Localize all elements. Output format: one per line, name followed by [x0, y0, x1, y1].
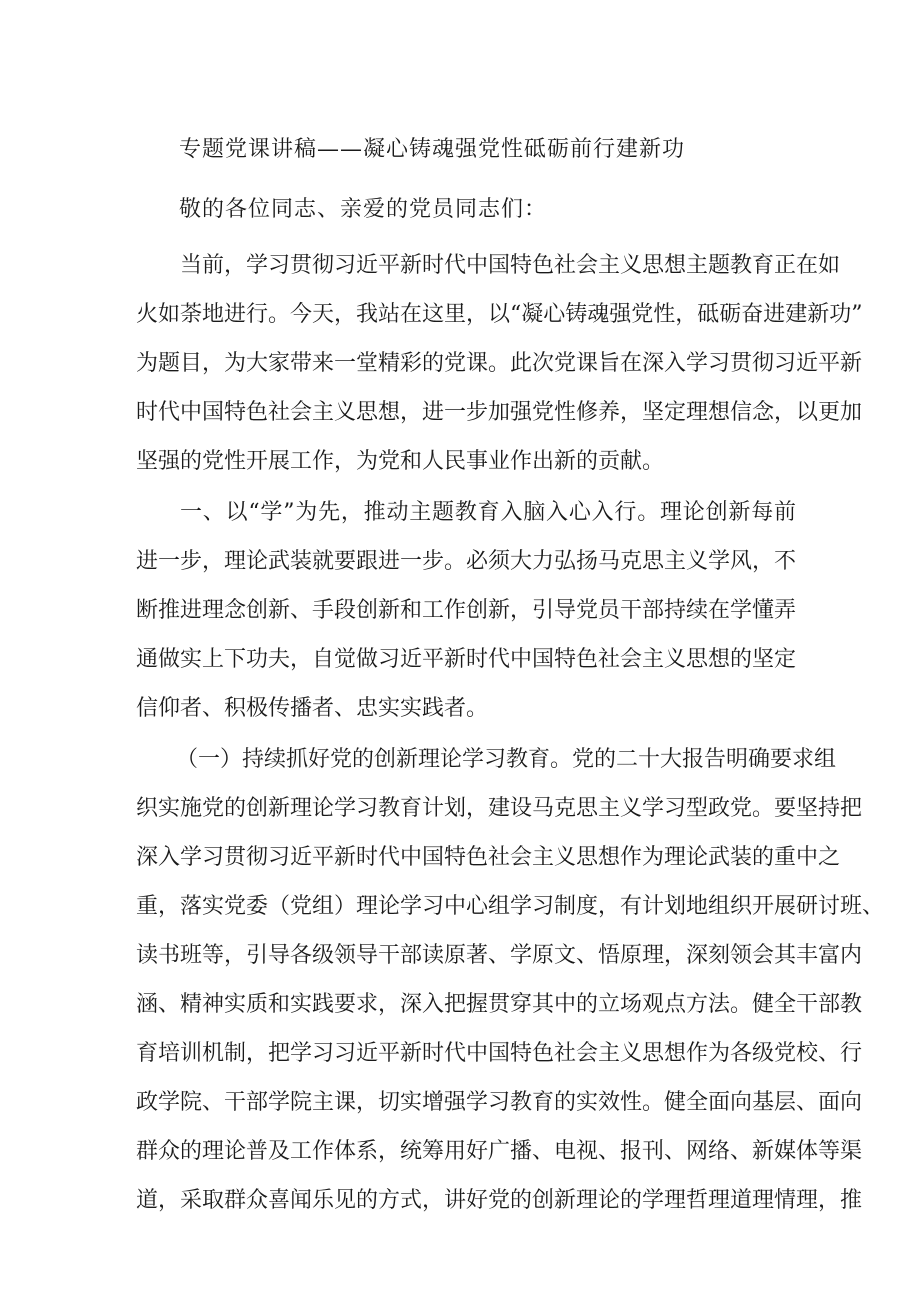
paragraph-subsection-one	[136, 735, 885, 1225]
text-line: 时代中国特色社会主义思想，进一步加强党性修养，坚定理想信念，以更加	[136, 400, 863, 425]
text-line: 为题目，为大家带来一堂精彩的党课。此次党课旨在深入学习贯彻习近平新	[136, 351, 863, 376]
text-line: 一、以“学”为先，推动主题教育入脑入心入行。理论创新每前	[180, 500, 796, 525]
text-line: 进一步，理论武装就要跟进一步。必须大力弘扬马克思主义学风，不	[136, 549, 797, 574]
text-line: 涵、精神实质和实践要求，深入把握贯穿其中的立场观点方法。健全干部教	[136, 992, 863, 1017]
text-line: 政学院、干部学院主课，切实增强学习教育的实效性。健全面向基层、面向	[136, 1090, 863, 1115]
paragraph-section-one	[136, 488, 796, 733]
text-line: 火如荼地进行。今天，我站在这里，以“凝心铸魂强党性，砥砺奋进建新功”	[136, 302, 863, 327]
text-line: 重，落实党委（党组）理论学习中心组学习制度，有计划地组织开展研讨班、	[136, 894, 885, 919]
text-line: 道，采取群众喜闻乐见的方式，讲好党的创新理论的学理哲理道理情理，推	[136, 1188, 863, 1213]
text-line: 育培训机制，把学习习近平新时代中国特色社会主义思想作为各级党校、行	[136, 1041, 863, 1066]
text-line: 坚强的党性开展工作，为党和人民事业作出新的贡献。	[136, 449, 665, 474]
text-line: 织实施党的创新理论学习教育计划，建设马克思主义学习型政党。要坚持把	[136, 796, 863, 821]
text-line: （一）持续抓好党的创新理论学习教育。党的二十大报告明确要求组	[176, 747, 837, 772]
text-line: 通做实上下功夫，自觉做习近平新时代中国特色社会主义思想的坚定	[136, 647, 797, 672]
document-title: 专题党课讲稿——凝心铸魂强党性砥砺前行建新功	[179, 137, 686, 162]
salutation: 敬的各位同志、亲爱的党员同志们：	[179, 197, 548, 222]
paragraph-intro	[136, 241, 863, 486]
text-line: 断推进理念创新、手段创新和工作创新，引导党员干部持续在学懂弄	[136, 598, 797, 623]
text-line: 深入学习贯彻习近平新时代中国特色社会主义思想作为理论武装的重中之	[136, 845, 841, 870]
text-line: 当前，学习贯彻习近平新时代中国特色社会主义思想主题教育正在如	[180, 253, 841, 278]
text-line: 读书班等，引导各级领导干部读原著、学原文、悟原理，深刻领会其丰富内	[136, 943, 863, 968]
text-line: 信仰者、积极传播者、忠实实践者。	[136, 696, 489, 721]
text-line: 群众的理论普及工作体系，统筹用好广播、电视、报刊、网络、新媒体等渠	[136, 1139, 863, 1164]
